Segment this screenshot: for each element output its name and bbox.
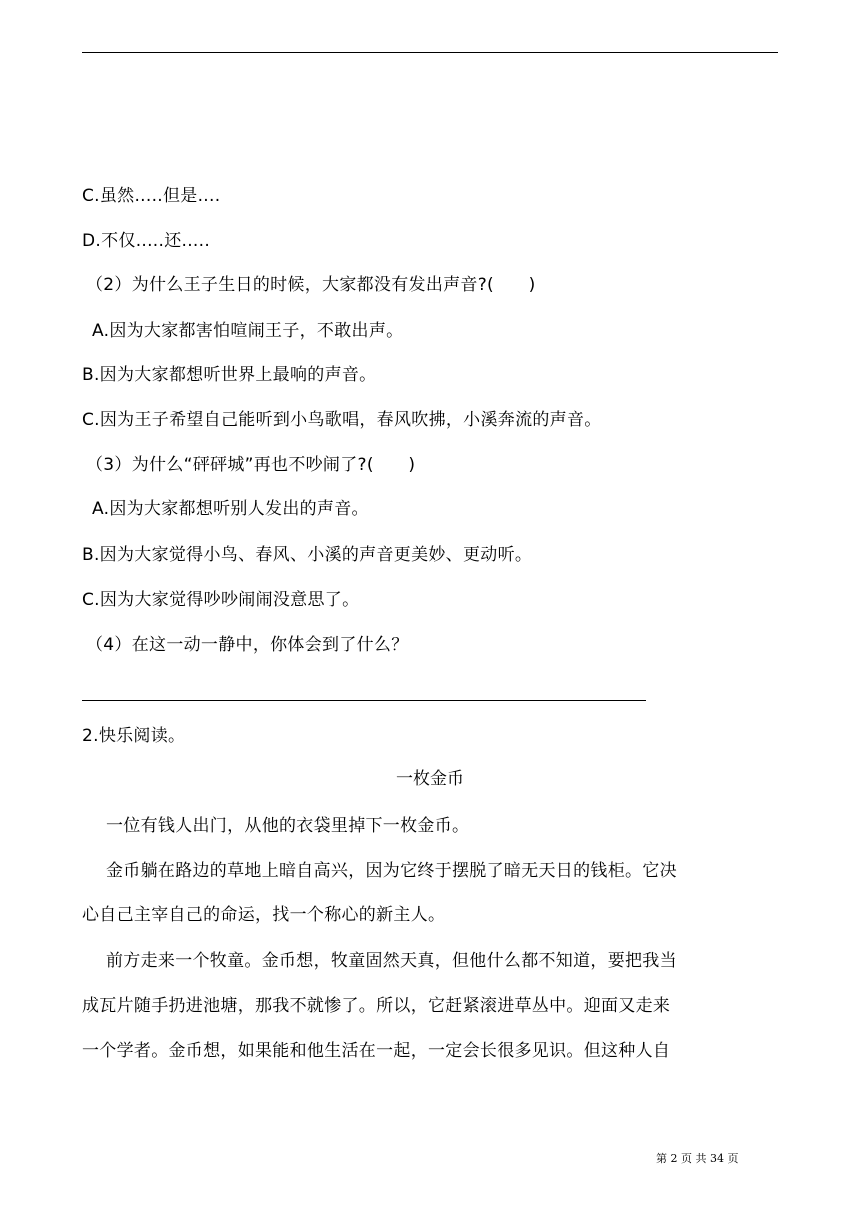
option-c-q2: C.因为王子希望自己能听到小鸟歌唱，春风吹拂，小溪奔流的声音。 [82, 410, 602, 430]
option-b-q2: B.因为大家都想听世界上最响的声音。 [82, 365, 377, 385]
option-c-q3: C.因为大家觉得吵吵闹闹没意思了。 [82, 590, 360, 610]
passage-paragraph-3-line-3: 一个学者。金币想，如果能和他生活在一起，一定会长很多见识。但这种人自 [82, 1041, 671, 1061]
passage-paragraph-2-line-1: 金币躺在路边的草地上暗自高兴，因为它终于摆脱了暗无天日的钱柜。它决 [106, 861, 677, 881]
question-3: （3）为什么“砰砰城”再也不吵闹了?( ) [86, 455, 416, 475]
option-b-q3: B.因为大家觉得小鸟、春风、小溪的声音更美妙、更动听。 [82, 545, 533, 565]
question-2: （2）为什么王子生日的时候，大家都没有发出声音?( ) [86, 275, 536, 295]
answer-line [82, 700, 646, 701]
passage-paragraph-3-line-2: 成瓦片随手扔进池塘，那我不就惨了。所以，它赶紧滚进草丛中。迎面又走来 [82, 996, 671, 1016]
question-4: （4）在这一动一静中，你体会到了什么？ [86, 635, 409, 655]
header-rule [82, 52, 778, 53]
option-a-q2: A.因为大家都害怕喧闹王子，不敢出声。 [92, 321, 404, 341]
passage-paragraph-3-line-1: 前方走来一个牧童。金币想，牧童固然天真，但他什么都不知道，要把我当 [106, 951, 677, 971]
option-a-q3: A.因为大家都想听别人发出的声音。 [92, 499, 369, 519]
passage-paragraph-1: 一位有钱人出门，从他的衣袋里掉下一枚金币。 [106, 816, 470, 836]
passage-paragraph-2-line-2: 心自己主宰自己的命运，找一个称心的新主人。 [82, 905, 446, 925]
page-number: 第 2 页 共 34 页 [656, 1152, 739, 1165]
option-c-q1: C.虽然.....但是.... [82, 186, 221, 206]
section-2-heading: 2.快乐阅读。 [82, 726, 186, 746]
option-d-q1: D.不仅.....还..... [82, 231, 211, 251]
passage-title: 一枚金币 [396, 769, 464, 789]
